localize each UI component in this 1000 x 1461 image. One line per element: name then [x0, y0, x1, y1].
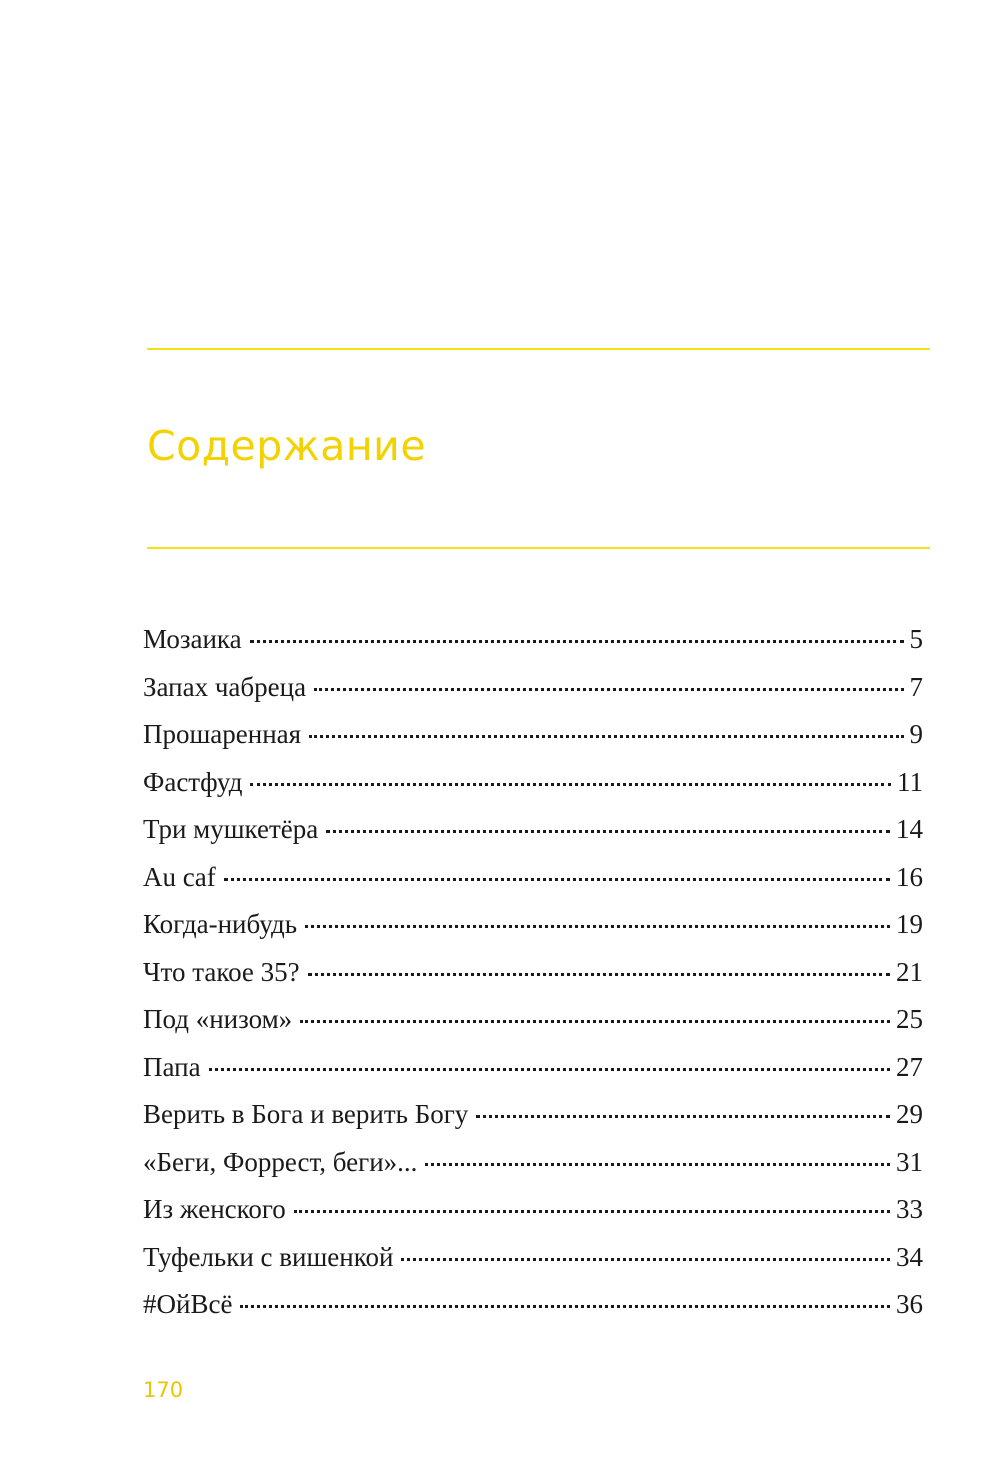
toc-entry-title: Мозаика: [143, 624, 242, 654]
toc-entry-page: 36: [896, 1289, 923, 1319]
toc-entry-title: Под «низом»: [143, 1004, 293, 1034]
dot-leader: [224, 878, 890, 881]
dot-leader: [250, 783, 891, 786]
toc-entry[interactable]: [143, 672, 923, 720]
toc-entry-title: Туфельки с вишенкой: [143, 1241, 394, 1272]
toc-entry-title: «Беги, Форрест, беги»...: [143, 1146, 418, 1177]
toc-entry-title: Прошаренная: [143, 719, 302, 749]
toc-entry-page: 31: [896, 1146, 923, 1177]
show-through-text: [740, 120, 940, 158]
toc-entry-title: Три мушкетёра: [143, 814, 319, 844]
toc-entry-title: Запах чабреца: [143, 671, 307, 702]
toc-entry[interactable]: [143, 1052, 923, 1100]
dot-leader: [476, 1115, 890, 1118]
dot-leader: [309, 735, 903, 738]
dot-leader: [308, 973, 890, 976]
toc-entry-title: Папа: [143, 1051, 201, 1082]
toc-entry-title: Из женского: [143, 1194, 286, 1224]
toc-entry[interactable]: [143, 814, 923, 862]
dot-leader: [401, 1258, 890, 1261]
toc-entry-title: Когда-нибудь: [143, 909, 298, 939]
top-divider: [147, 348, 930, 350]
toc-entry-page: 19: [896, 909, 923, 939]
toc-entry-page: 27: [896, 1051, 923, 1082]
toc-entry-page: 11: [897, 766, 923, 797]
toc-entry[interactable]: [143, 719, 923, 767]
toc-entry[interactable]: [143, 862, 923, 910]
dot-leader: [250, 640, 904, 643]
dot-leader: [326, 830, 890, 833]
dot-leader: [314, 688, 903, 691]
toc-entry-title: Что такое 35?: [143, 956, 300, 987]
toc-entry-title: #ОйВсё: [143, 1289, 233, 1319]
toc-entry[interactable]: [143, 957, 923, 1005]
toc-entry-title: Au caf: [143, 861, 216, 892]
toc-entry[interactable]: [143, 1242, 923, 1290]
dot-leader: [300, 1020, 890, 1023]
toc-entry-page: 7: [909, 671, 923, 702]
dot-leader: [209, 1068, 890, 1071]
dot-leader: [294, 1210, 890, 1213]
toc-entry[interactable]: [143, 624, 923, 672]
toc-entry-title: Верить в Бога и верить Богу: [143, 1099, 469, 1129]
toc-entry-page: 34: [896, 1241, 923, 1272]
toc-entry-page: 16: [896, 861, 923, 892]
toc-entry[interactable]: [143, 1194, 923, 1242]
toc-entry-title: Фастфуд: [143, 766, 243, 797]
toc-entry[interactable]: [143, 767, 923, 815]
dot-leader: [240, 1305, 890, 1308]
toc-entry[interactable]: [143, 1147, 923, 1195]
toc-entry-page: 9: [909, 719, 923, 749]
table-of-contents: [143, 624, 923, 1337]
toc-entry-page: 33: [896, 1194, 923, 1224]
bottom-divider: [147, 547, 930, 549]
toc-entry-page: 14: [896, 814, 923, 844]
toc-entry-page: 21: [896, 956, 923, 987]
toc-entry-page: 25: [896, 1004, 923, 1034]
toc-entry[interactable]: [143, 909, 923, 957]
toc-entry-page: 5: [909, 624, 923, 654]
toc-entry-page: 29: [896, 1099, 923, 1129]
page-number: 170: [143, 1378, 184, 1402]
toc-entry[interactable]: [143, 1099, 923, 1147]
page-title: Содержание: [147, 422, 427, 470]
toc-entry[interactable]: [143, 1289, 923, 1337]
dot-leader: [305, 925, 890, 928]
toc-entry[interactable]: [143, 1004, 923, 1052]
dot-leader: [425, 1163, 890, 1166]
